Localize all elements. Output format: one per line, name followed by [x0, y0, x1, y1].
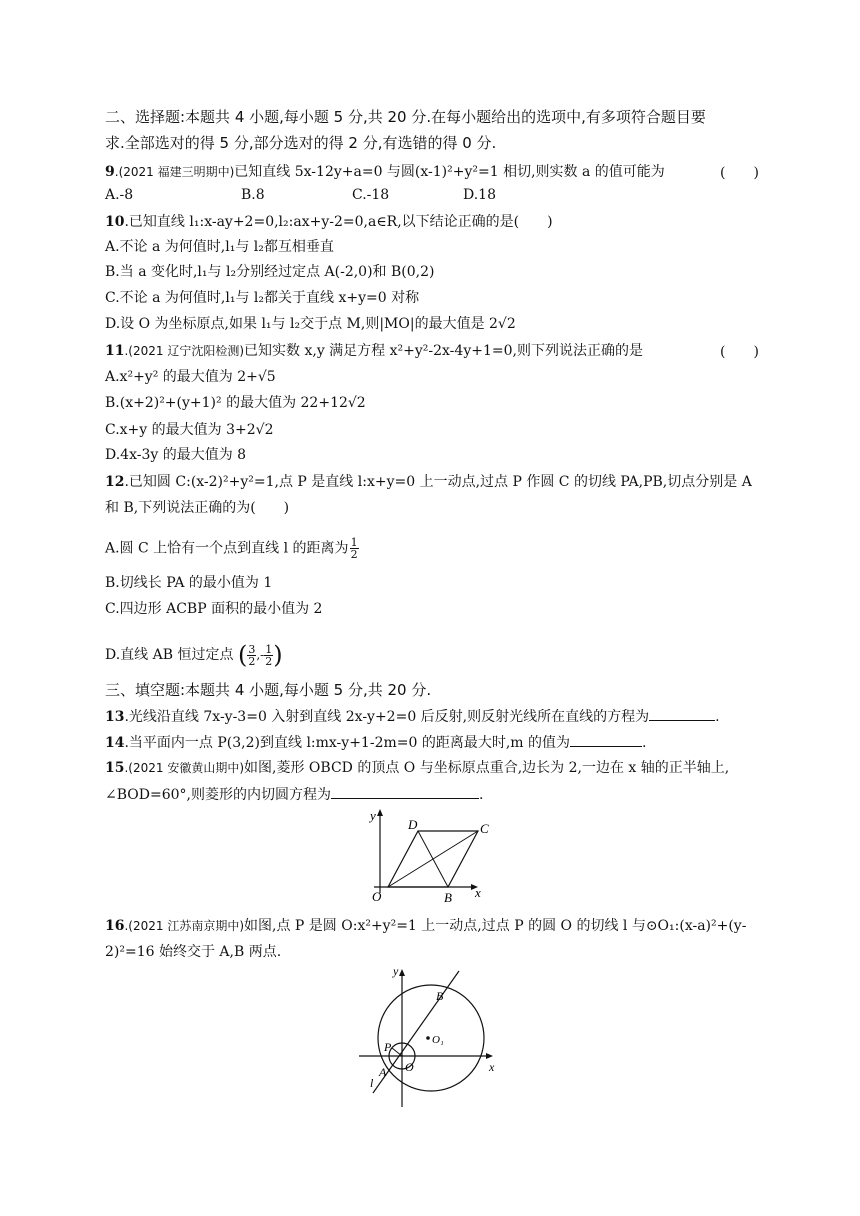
option-c: C.不论 a 为何值时,l₁与 l₂都关于直线 x+y=0 对称	[105, 290, 420, 306]
question-text: 如图,菱形 OBCD 的顶点 O 与坐标原点重合,边长为 2,一边在 x 轴的正半轴上,	[244, 760, 730, 776]
label-a: A	[379, 1065, 387, 1079]
period: .	[478, 787, 484, 803]
question-text: ∠BOD=60°,则菱形的内切圆方程为	[105, 787, 331, 803]
question-10	[105, 212, 553, 232]
option-a-text: A.圆 C 上恰有一个点到直线 l 的距离为	[105, 540, 349, 557]
answer-blank[interactable]	[331, 784, 479, 799]
circle-o1	[378, 985, 484, 1091]
fraction-numerator: 1	[265, 642, 273, 656]
fraction-numerator: 1	[350, 536, 358, 549]
question-source: .(2021 江苏南京期中)	[124, 919, 245, 933]
question-12-text-line2: 和 B,下列说法正确的为( )	[105, 500, 290, 516]
question-text: .已知圆 C:(x-2)²+y²=1,点 P 是直线 l:x+y=0 上一动点,过点 P 作圆 C 的切线 PA,PB,切点分别是 A	[124, 474, 752, 490]
option-d: D.4x-3y 的最大值为 8	[105, 447, 247, 463]
section3-title: 三、填空题:本题共 4 小题,每小题 5 分,共 20 分.	[105, 681, 432, 699]
question-13	[105, 706, 720, 727]
answer-blank[interactable]	[649, 706, 715, 721]
circles-figure	[355, 963, 515, 1113]
question-number: 13	[105, 709, 125, 725]
option-a: A.-8	[105, 187, 134, 203]
fraction-denominator: 2	[265, 654, 273, 668]
period: .	[642, 735, 647, 751]
option-d: D.设 O 为坐标原点,如果 l₁与 l₂交于点 M,则|MO|的最大值是 2√2	[105, 316, 516, 332]
question-text: .光线沿直线 7x-y-3=0 入射到直线 2x-y+2=0 后反射,则反射光线所在直线的方程为	[124, 709, 650, 725]
question-text: .已知直线 l₁:x-ay+2=0,l₂:ax+y-2=0,a∈R,以下结论正确的是( )	[124, 214, 553, 230]
question-15-line2	[105, 784, 483, 805]
point-close-paren: )	[273, 641, 283, 669]
label-x: x	[489, 1060, 495, 1074]
diagonal-db	[418, 831, 448, 887]
question-text: .当平面内一点 P(3,2)到直线 l:mx-y+1-2m=0 的距离最大时,m 的值为	[124, 735, 571, 751]
option-b: B.(x+2)²+(y+1)² 的最大值为 22+12√2	[105, 395, 366, 411]
period: .	[715, 709, 720, 725]
question-11	[105, 341, 643, 361]
question-number: 16	[105, 918, 125, 934]
label-o: O	[372, 889, 382, 904]
question-12	[105, 472, 752, 492]
option-d-text: D.直线 AB 恒过定点	[105, 647, 234, 663]
option-c: C.-18	[352, 187, 390, 203]
point-open-paren: (	[237, 641, 248, 669]
option-b: B.当 a 变化时,l₁与 l₂分别经过定点 A(-2,0)和 B(0,2)	[105, 264, 435, 280]
option-b: B.切线长 PA 的最小值为 1	[105, 575, 273, 591]
option-d	[105, 643, 283, 667]
label-c: C	[480, 821, 489, 836]
label-o1: O₁	[432, 1034, 444, 1046]
question-source: .(2021 安徽黄山期中)	[124, 761, 245, 775]
label-y: y	[370, 808, 376, 823]
question-number: 12	[105, 474, 125, 490]
label-d: D	[408, 817, 418, 832]
question-number: 11	[105, 343, 125, 359]
option-d: D.18	[463, 187, 496, 203]
option-c: C.x+y 的最大值为 3+2√2	[105, 422, 274, 438]
label-b: B	[436, 989, 444, 1003]
y-axis-arrow-icon	[399, 969, 405, 976]
option-b: B.8	[241, 187, 265, 203]
label-x: x	[475, 885, 481, 900]
fraction	[264, 644, 273, 667]
question-text: 已知直线 5x-12y+a=0 与圆(x-1)²+y²=1 相切,则实数 a 的值可能为	[234, 164, 665, 180]
section2-title-line1: 二、选择题:本题共 4 小题,每小题 5 分,共 20 分.在每小题给出的选项中,有多项符合题目要	[105, 108, 706, 126]
radius-op	[392, 1048, 402, 1056]
comma: ,-	[256, 648, 265, 662]
label-l: l	[370, 1076, 374, 1090]
label-y: y	[393, 964, 399, 978]
question-15	[105, 758, 729, 778]
option-c: C.四边形 ACBP 面积的最小值为 2	[105, 601, 323, 617]
question-number: 14	[105, 735, 125, 751]
question-number: 10	[105, 214, 125, 230]
label-p: P	[384, 1040, 392, 1054]
fraction	[350, 537, 359, 560]
option-a: A.不论 a 为何值时,l₁与 l₂都互相垂直	[105, 239, 334, 255]
fraction-denominator: 2	[248, 654, 256, 668]
option-a	[105, 537, 359, 560]
fraction-denominator: 2	[350, 548, 358, 561]
question-16	[105, 916, 746, 936]
option-a: A.x²+y² 的最大值为 2+√5	[105, 369, 276, 385]
question-source: .(2021 辽宁沈阳检测)	[124, 344, 245, 358]
answer-parentheses: ( )	[720, 165, 759, 181]
question-text: 已知实数 x,y 满足方程 x²+y²-2x-4y+1=0,则下列说法正确的是	[244, 343, 643, 359]
section2-title-line2: 求.全部选对的得 5 分,部分选对的得 2 分,有选错的得 0 分.	[105, 134, 497, 152]
x-axis-arrow-icon	[486, 1053, 493, 1059]
label-b: B	[444, 890, 452, 905]
question-source: .(2021 福建三明期中)	[114, 165, 235, 179]
answer-parentheses: ( )	[720, 344, 759, 360]
label-o: O	[405, 1060, 414, 1074]
question-16-line2: 2)²=16 始终交于 A,B 两点.	[105, 944, 282, 960]
fraction	[247, 644, 256, 667]
question-9	[105, 162, 665, 182]
rhombus-figure	[362, 805, 502, 905]
question-number: 9	[105, 164, 115, 180]
question-14	[105, 732, 646, 753]
answer-blank[interactable]	[570, 732, 642, 747]
fraction-numerator: 3	[248, 642, 256, 656]
question-number: 15	[105, 760, 125, 776]
question-text: 如图,点 P 是圆 O:x²+y²=1 上一动点,过点 P 的圆 O 的切线 l 与⊙O₁:(x-a)²+(y-	[244, 918, 747, 934]
y-axis-arrow-icon	[377, 809, 383, 816]
center-o1	[426, 1036, 430, 1040]
